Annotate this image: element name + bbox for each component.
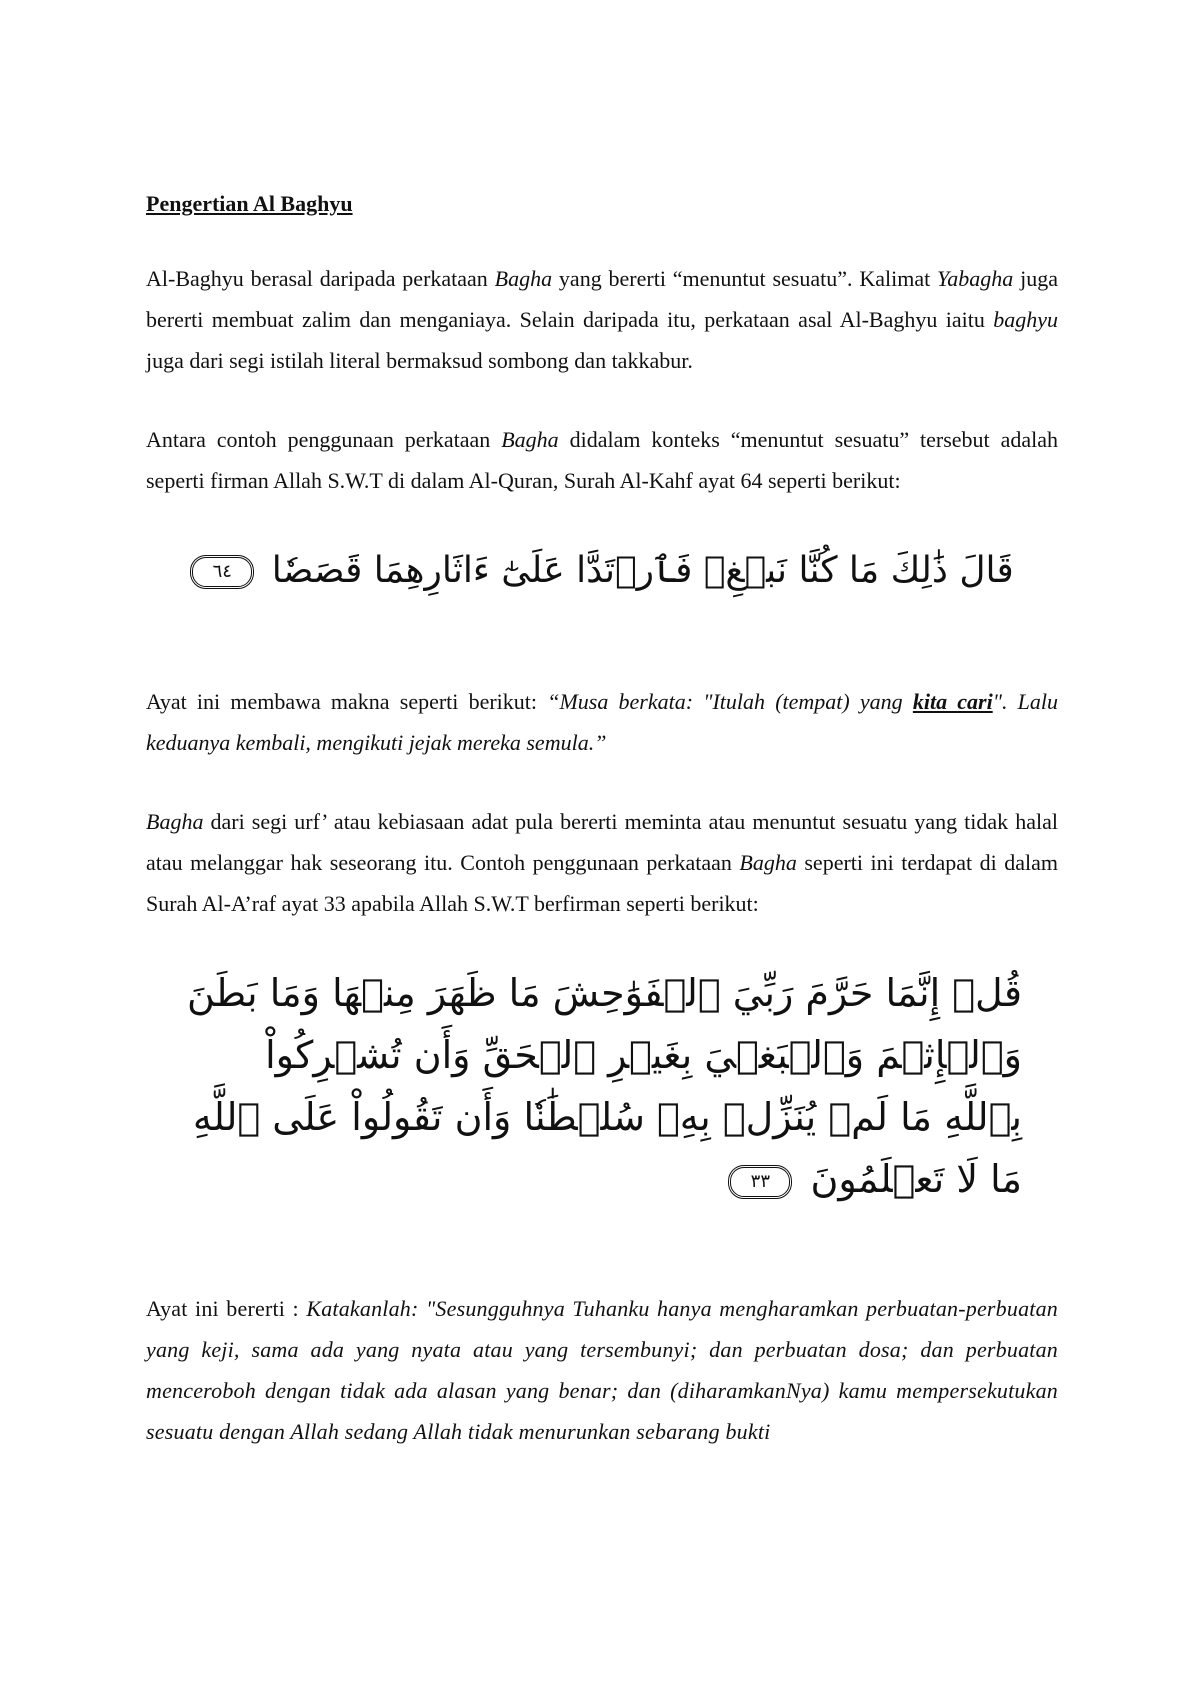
paragraph-definition (146, 258, 1058, 381)
italic-term: Bagha (739, 850, 797, 875)
arabic-verse-text: قَالَ ذَٰلِكَ مَا كُنَّا نَبۡغِۚ فَٱرۡتَدَّا عَلَىٰٓ ءَاثَارِهِمَا قَصَصٗا (271, 550, 1014, 591)
ayah-number-mark: ٦٤ (190, 555, 254, 589)
italic-translation: Katakanlah: "Sesungguhnya Tuhanku hanya mengharamkan perbuatan-perbuatan yang keji, sama ada yang nyata atau yang tersembunyi; dan perbuatan dosa; dan perbuatan menceroboh dengan tidak ada alasan yang benar; dan (diharamkanNya) kamu mempersekutukan sesuatu dengan Allah sedang Allah tidak menurunkan sebarang bukti (146, 1296, 1058, 1444)
text: juga dari segi istilah literal bermaksud sombong dan takkabur. (146, 348, 693, 373)
paragraph-urf-definition (146, 801, 1058, 924)
quran-verse-araf-33 (182, 962, 1022, 1210)
text: Ayat ini membawa makna seperti berikut: (146, 689, 548, 714)
text: Al-Baghyu berasal daripada perkataan (146, 266, 495, 291)
italic-translation: “Musa berkata: "Itulah (tempat) yang (547, 689, 913, 714)
italic-translation: ". Lalu keduanya kembali, mengikuti jejak mereka semula.” (146, 689, 1058, 755)
paragraph-example-intro (146, 419, 1058, 501)
text: didalam konteks “menuntut sesuatu” tersebut adalah seperti firman Allah S.W.T di dalam Al-Quran, Surah Al-Kahf ayat 64 seperti berikut: (146, 427, 1058, 493)
text: Ayat ini bererti : (146, 1296, 307, 1321)
text: yang bererti “menuntut sesuatu”. Kalimat (552, 266, 938, 291)
quran-verse-kahf-64 (146, 539, 1058, 603)
ayah-number-mark: ٣٣ (728, 1165, 792, 1199)
italic-term: Yabagha (937, 266, 1014, 291)
text: Antara contoh penggunaan perkataan (146, 427, 502, 452)
text: dari segi urf’ atau kebiasaan adat pula bererti meminta atau menuntut sesuatu yang tidak halal atau melanggar hak seseorang itu. Contoh penggunaan perkataan (146, 809, 1058, 875)
document-page (146, 184, 1058, 1490)
paragraph-verse-meaning (146, 681, 1058, 763)
emphasis-term: kita cari (912, 689, 993, 714)
italic-term: Bagha (501, 427, 559, 452)
italic-term: Bagha (146, 809, 204, 834)
section-heading: Pengertian Al Baghyu (146, 191, 353, 216)
text: juga bererti membuat zalim dan menganiaya. Selain daripada itu, perkataan asal Al-Baghyu iaitu (146, 266, 1058, 332)
italic-term: baghyu (993, 307, 1058, 332)
text: seperti ini terdapat di dalam Surah Al-A’raf ayat 33 apabila Allah S.W.T berfirman seperti berikut: (146, 850, 1059, 916)
paragraph-verse-translation (146, 1288, 1058, 1452)
italic-term: Bagha (494, 266, 553, 291)
arabic-verse-text: قُلۡ إِنَّمَا حَرَّمَ رَبِّيَ ٱلۡفَوَٰحِشَ مَا ظَهَرَ مِنۡهَا وَمَا بَطَنَ وَٱلۡإِثۡمَ وَٱلۡبَغۡيَ بِغَيۡرِ ٱلۡحَقِّ وَأَن تُشۡرِكُواْ بِٱللَّهِ مَا لَمۡ يُنَزِّلۡ بِهِۦ سُلۡطَٰنٗا وَأَن تَقُولُواْ عَلَى ٱللَّهِ مَا لَا تَعۡلَمُونَ (186, 971, 1022, 1201)
